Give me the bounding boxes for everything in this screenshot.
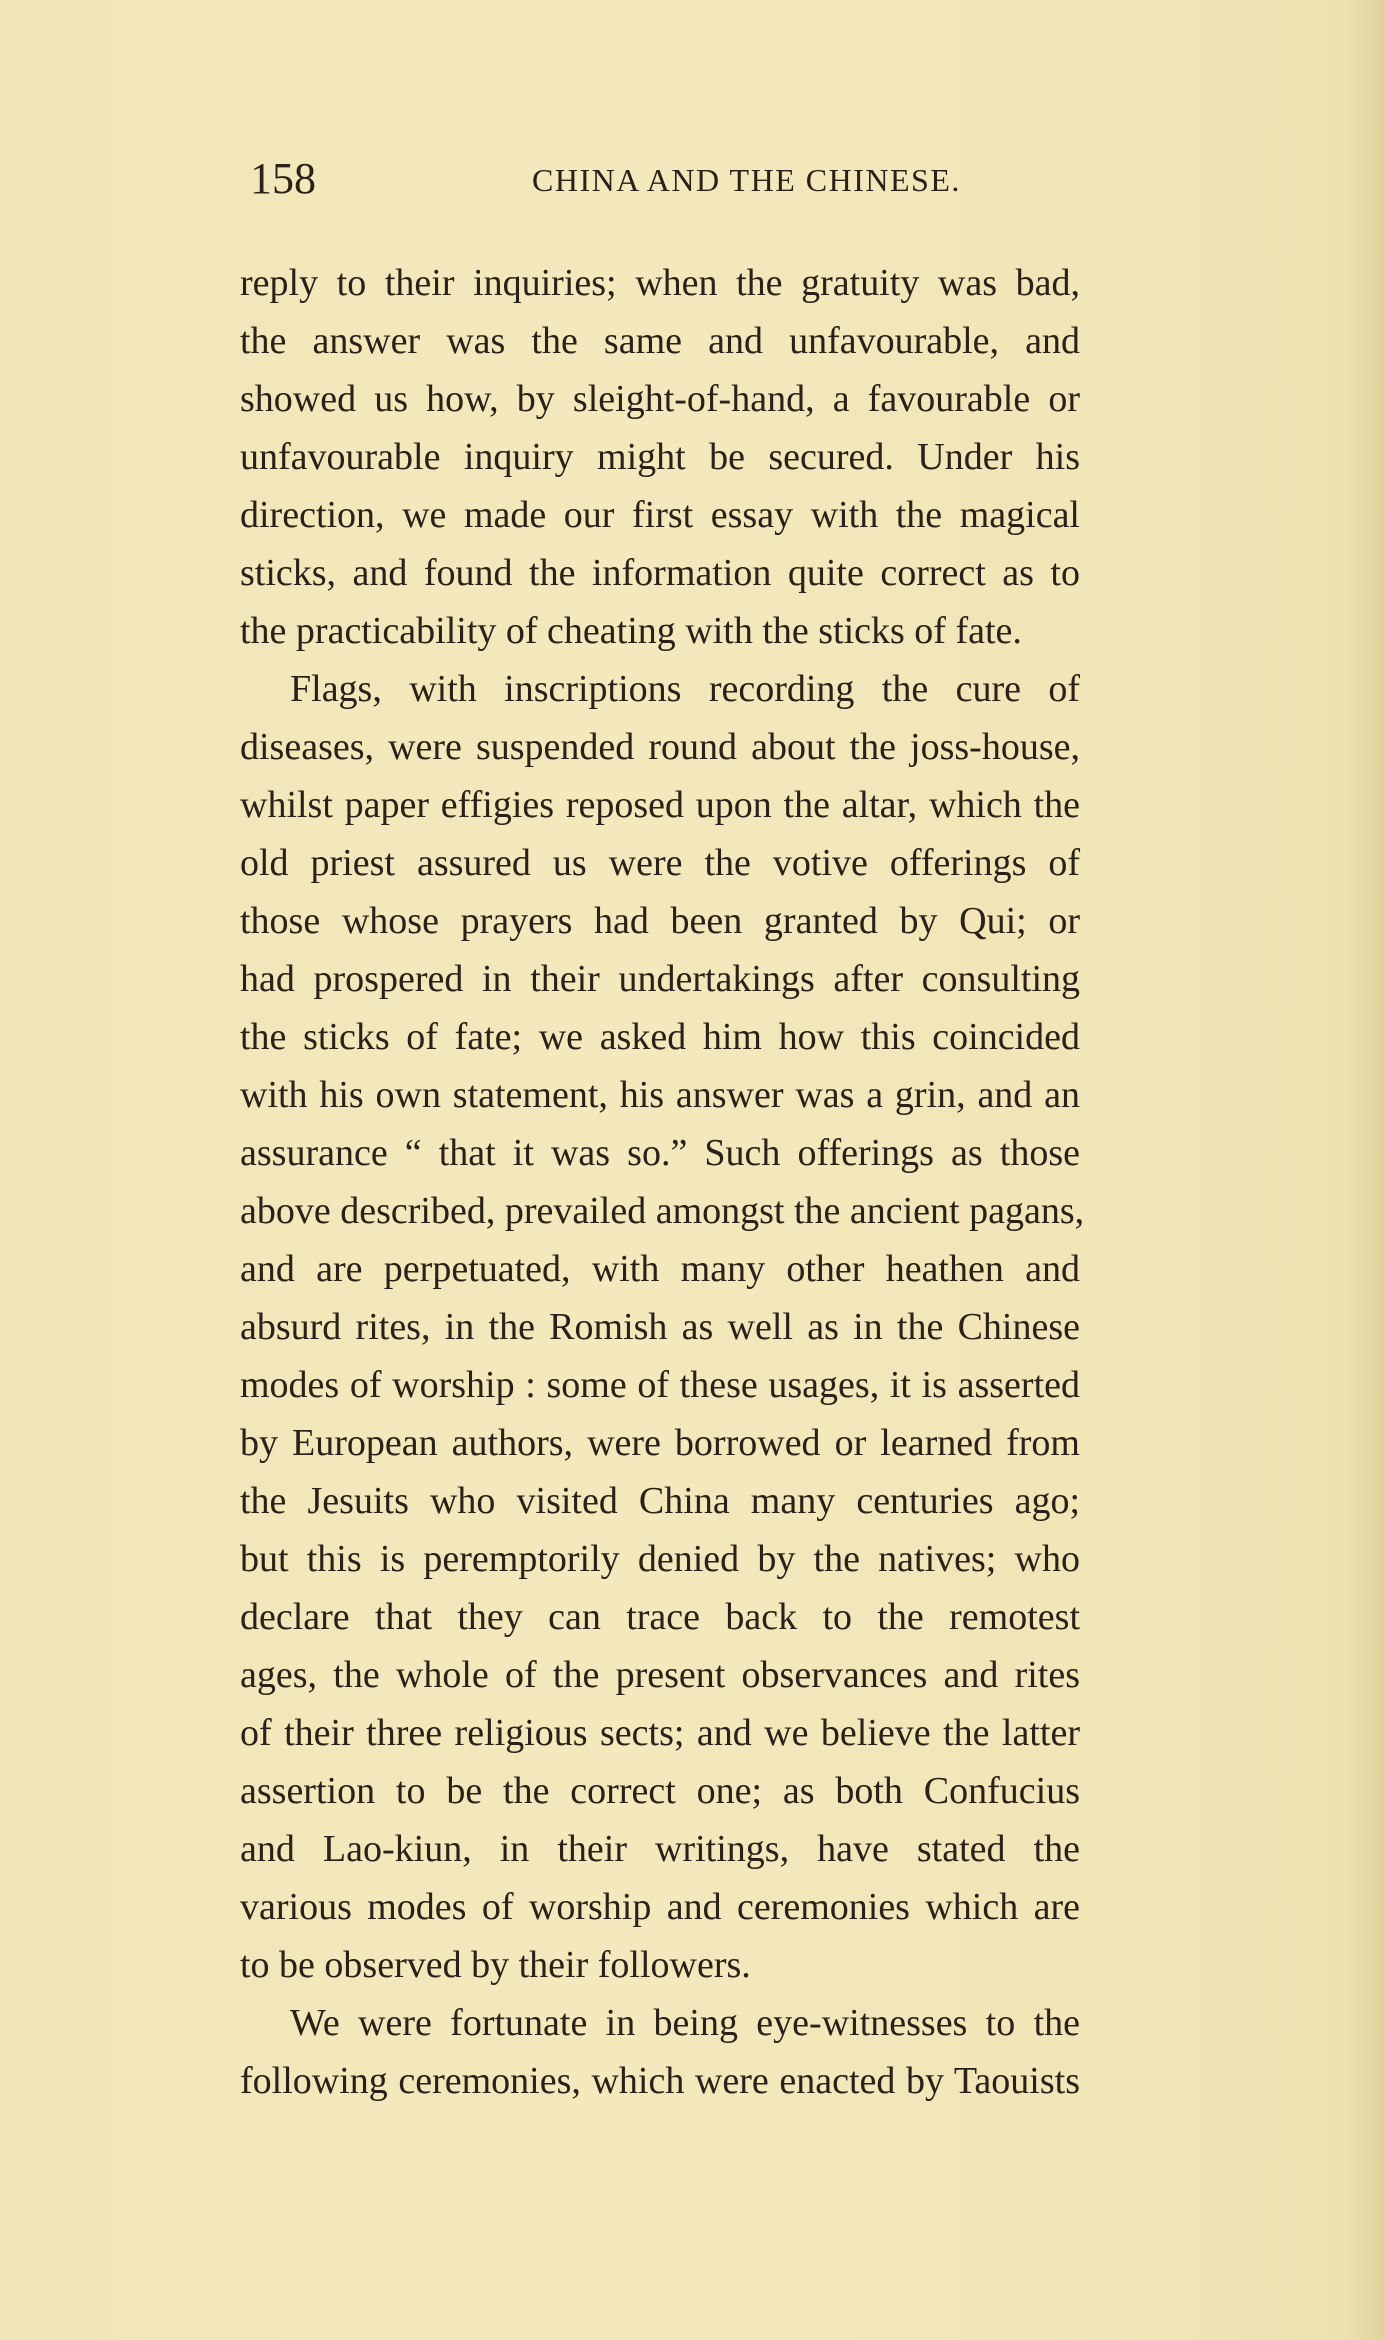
paragraph-start-line: Flags, with inscriptions recording the cure of — [290, 668, 1080, 710]
text-line: absurd rites, in the Romish as well as in the Chinese — [240, 1306, 1080, 1348]
text-line: had prospered in their undertakings after consulting — [240, 958, 1080, 1000]
text-line: assurance “ that it was so.” Such offerings as those — [240, 1132, 1080, 1174]
text-line: and Lao-kiun, in their writings, have stated the — [240, 1828, 1080, 1870]
page-number: 158 — [250, 154, 316, 203]
text-line: with his own statement, his answer was a grin, and an — [240, 1074, 1080, 1116]
text-line: sticks, and found the information quite correct as to — [240, 552, 1080, 594]
text-line: whilst paper effigies reposed upon the altar, which the — [240, 784, 1080, 826]
text-line: assertion to be the correct one; as both Confucius — [240, 1770, 1080, 1812]
text-line: to be observed by their followers. — [240, 1944, 751, 1986]
text-line: but this is peremptorily denied by the natives; who — [240, 1538, 1080, 1580]
text-line: diseases, were suspended round about the joss-house, — [240, 726, 1080, 768]
body-text — [240, 254, 1085, 2110]
text-line: of their three religious sects; and we believe the latter — [240, 1712, 1080, 1754]
paragraph-start-line: We were fortunate in being eye-witnesses to the — [290, 2002, 1080, 2044]
text-line: declare that they can trace back to the remotest — [240, 1596, 1080, 1638]
text-line: reply to their inquiries; when the gratuity was bad, — [240, 262, 1080, 304]
text-line: ages, the whole of the present observances and rites — [240, 1654, 1080, 1696]
text-line: direction, we made our first essay with the magical — [240, 494, 1080, 536]
text-line: the Jesuits who visited China many centuries ago; — [240, 1480, 1080, 1522]
text-line: following ceremonies, which were enacted by Taouists — [240, 2060, 1080, 2102]
text-line: and are perpetuated, with many other heathen and — [240, 1248, 1080, 1290]
running-head: CHINA AND THE CHINESE. — [532, 162, 961, 198]
text-line: unfavourable inquiry might be secured. Under his — [240, 436, 1080, 478]
text-line: showed us how, by sleight-of-hand, a favourable or — [240, 378, 1080, 420]
text-line: above described, prevailed amongst the ancient pagans, — [240, 1190, 1085, 1232]
page-edge-shadow — [1345, 0, 1385, 2340]
text-line: by European authors, were borrowed or learned from — [240, 1422, 1080, 1464]
text-line: the practicability of cheating with the sticks of fate. — [240, 610, 1022, 652]
text-line: the answer was the same and unfavourable, and — [240, 320, 1080, 362]
page-header — [240, 154, 1080, 204]
text-line: various modes of worship and ceremonies which are — [240, 1886, 1080, 1928]
text-line: old priest assured us were the votive offerings of — [240, 842, 1080, 884]
text-line: modes of worship : some of these usages, it is asserted — [240, 1364, 1080, 1406]
text-line: those whose prayers had been granted by Qui; or — [240, 900, 1080, 942]
text-line: the sticks of fate; we asked him how this coincided — [240, 1016, 1080, 1058]
